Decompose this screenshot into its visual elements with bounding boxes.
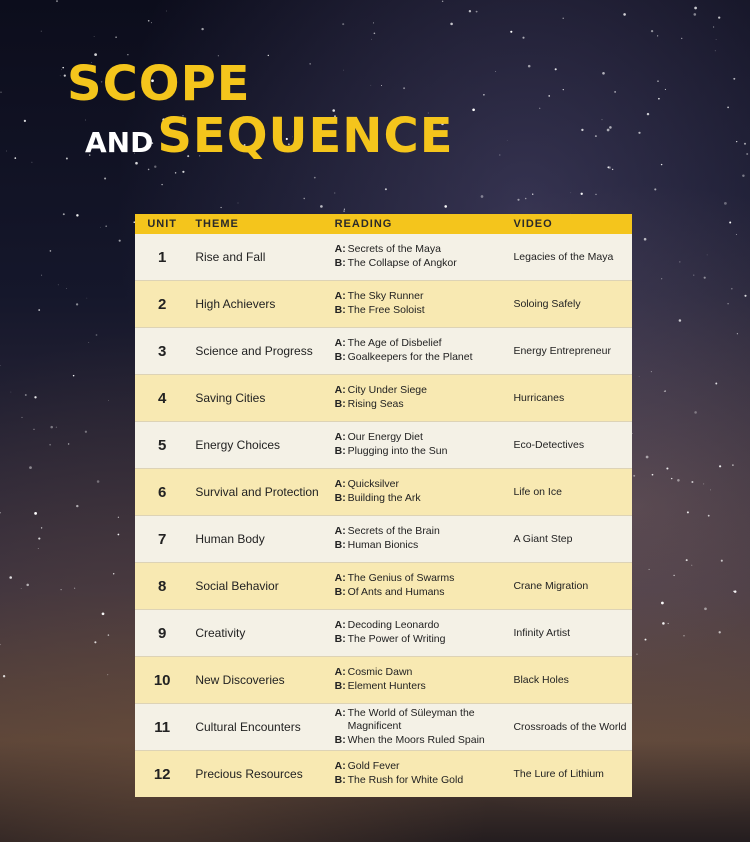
reading-a-label: A: <box>334 337 346 350</box>
unit-number: 12 <box>153 765 171 783</box>
unit-video: Life on Ice <box>513 486 562 498</box>
unit-number: 1 <box>157 248 167 266</box>
reading-b-label: B: <box>334 492 346 504</box>
reading-a: Quicksilver <box>347 478 399 491</box>
table-header <box>135 214 632 234</box>
unit-theme: Survival and Protection <box>195 485 319 499</box>
unit-theme: Science and Progress <box>195 344 313 358</box>
reading-b: Of Ants and Humans <box>347 586 445 598</box>
header-unit: UNIT <box>147 218 177 230</box>
reading-b-label: B: <box>334 680 346 692</box>
header-theme: THEME <box>195 218 239 230</box>
unit-readings <box>335 431 508 458</box>
unit-theme: High Achievers <box>195 297 276 311</box>
reading-b: The Rush for White Gold <box>347 774 464 786</box>
unit-readings <box>335 243 508 270</box>
unit-number: 2 <box>157 295 167 313</box>
reading-a-label: A: <box>334 760 346 773</box>
scope-sequence-table <box>135 214 632 797</box>
reading-b: Human Bionics <box>347 539 419 551</box>
reading-a: The World of Süleyman the Magnificent <box>347 706 475 733</box>
reading-b-label: B: <box>334 633 346 645</box>
unit-readings <box>335 525 508 552</box>
table-row <box>135 516 632 563</box>
table-row <box>135 469 632 516</box>
page-title <box>67 56 454 164</box>
reading-a-label: A: <box>334 572 346 585</box>
reading-a: Our Energy Diet <box>347 431 423 444</box>
unit-theme: Saving Cities <box>195 391 266 405</box>
reading-a-label: A: <box>334 706 346 719</box>
reading-a: The Age of Disbelief <box>347 337 442 350</box>
unit-readings <box>335 619 508 646</box>
unit-theme: New Discoveries <box>195 673 285 687</box>
unit-readings <box>335 337 508 364</box>
reading-a: The Sky Runner <box>347 290 424 303</box>
unit-readings <box>335 572 508 599</box>
header-reading: READING <box>334 217 393 230</box>
reading-a-label: A: <box>334 525 346 538</box>
unit-number: 9 <box>157 624 167 642</box>
unit-video: Crossroads of the World <box>513 721 627 733</box>
reading-b-label: B: <box>334 586 346 598</box>
unit-number: 6 <box>157 483 167 501</box>
reading-a: The Genius of Swarms <box>347 572 455 585</box>
unit-readings <box>335 707 508 748</box>
title-and: AND <box>85 126 154 159</box>
unit-theme: Creativity <box>195 626 246 640</box>
title-scope: SCOPE <box>67 56 251 112</box>
reading-a-label: A: <box>334 619 346 632</box>
unit-readings <box>335 666 508 693</box>
reading-b: Plugging into the Sun <box>347 445 448 457</box>
table-row <box>135 375 632 422</box>
table-row <box>135 281 632 328</box>
reading-a-label: A: <box>334 290 346 303</box>
unit-theme: Human Body <box>195 532 265 546</box>
unit-number: 11 <box>154 718 171 736</box>
table-row <box>135 328 632 375</box>
unit-theme: Rise and Fall <box>195 250 266 264</box>
table-row <box>135 704 632 751</box>
table-row <box>135 751 632 797</box>
unit-readings <box>335 478 508 505</box>
reading-b: The Free Soloist <box>347 304 425 316</box>
reading-b: Goalkeepers for the Planet <box>347 351 473 363</box>
reading-a: Decoding Leonardo <box>347 619 440 632</box>
reading-a-label: A: <box>334 666 346 679</box>
reading-b-label: B: <box>334 257 346 269</box>
unit-number: 8 <box>157 577 167 595</box>
unit-readings <box>335 290 508 317</box>
unit-number: 10 <box>153 671 171 689</box>
reading-b-label: B: <box>334 304 346 316</box>
header-video: VIDEO <box>513 218 553 230</box>
unit-theme: Cultural Encounters <box>195 720 301 734</box>
unit-video: Infinity Artist <box>513 627 571 639</box>
reading-a-label: A: <box>334 384 346 397</box>
unit-theme: Social Behavior <box>195 579 279 593</box>
unit-video: Crane Migration <box>513 580 589 592</box>
reading-b-label: B: <box>334 445 346 457</box>
reading-a: Secrets of the Brain <box>347 525 440 538</box>
unit-number: 3 <box>157 342 167 360</box>
reading-a: Gold Fever <box>347 760 400 773</box>
unit-video: Energy Entrepreneur <box>513 345 611 357</box>
reading-a-label: A: <box>334 243 346 256</box>
table-row <box>135 234 632 281</box>
unit-number: 5 <box>157 436 167 454</box>
unit-number: 7 <box>157 530 167 548</box>
unit-number: 4 <box>157 389 167 407</box>
reading-b-label: B: <box>334 539 346 551</box>
reading-b: The Power of Writing <box>347 633 446 645</box>
unit-video: Hurricanes <box>513 392 565 404</box>
table-row <box>135 563 632 610</box>
unit-video: Legacies of the Maya <box>513 251 614 263</box>
reading-a-label: A: <box>334 478 346 491</box>
title-sequence: SEQUENCE <box>157 108 454 164</box>
reading-b-label: B: <box>334 774 346 786</box>
table-row <box>135 610 632 657</box>
reading-b-label: B: <box>334 733 346 746</box>
unit-readings <box>335 760 508 787</box>
unit-video: A Giant Step <box>513 533 573 545</box>
reading-b-label: B: <box>334 398 346 410</box>
reading-b: Rising Seas <box>347 398 404 410</box>
reading-b-label: B: <box>334 351 346 363</box>
table-row <box>135 422 632 469</box>
unit-theme: Energy Choices <box>195 438 281 452</box>
unit-readings <box>335 384 508 411</box>
unit-video: Soloing Safely <box>513 298 581 310</box>
unit-video: The Lure of Lithium <box>513 768 604 780</box>
unit-video: Eco-Detectives <box>513 439 585 451</box>
reading-b: Building the Ark <box>347 492 421 504</box>
unit-theme: Precious Resources <box>195 767 303 781</box>
reading-b: The Collapse of Angkor <box>347 257 457 269</box>
reading-a: City Under Siege <box>347 384 427 397</box>
unit-video: Black Holes <box>513 674 569 686</box>
reading-a-label: A: <box>334 431 346 444</box>
reading-b: Element Hunters <box>347 680 426 692</box>
table-row <box>135 657 632 704</box>
reading-b: When the Moors Ruled Spain <box>347 733 485 746</box>
reading-a: Cosmic Dawn <box>347 666 413 679</box>
reading-a: Secrets of the Maya <box>347 243 441 256</box>
